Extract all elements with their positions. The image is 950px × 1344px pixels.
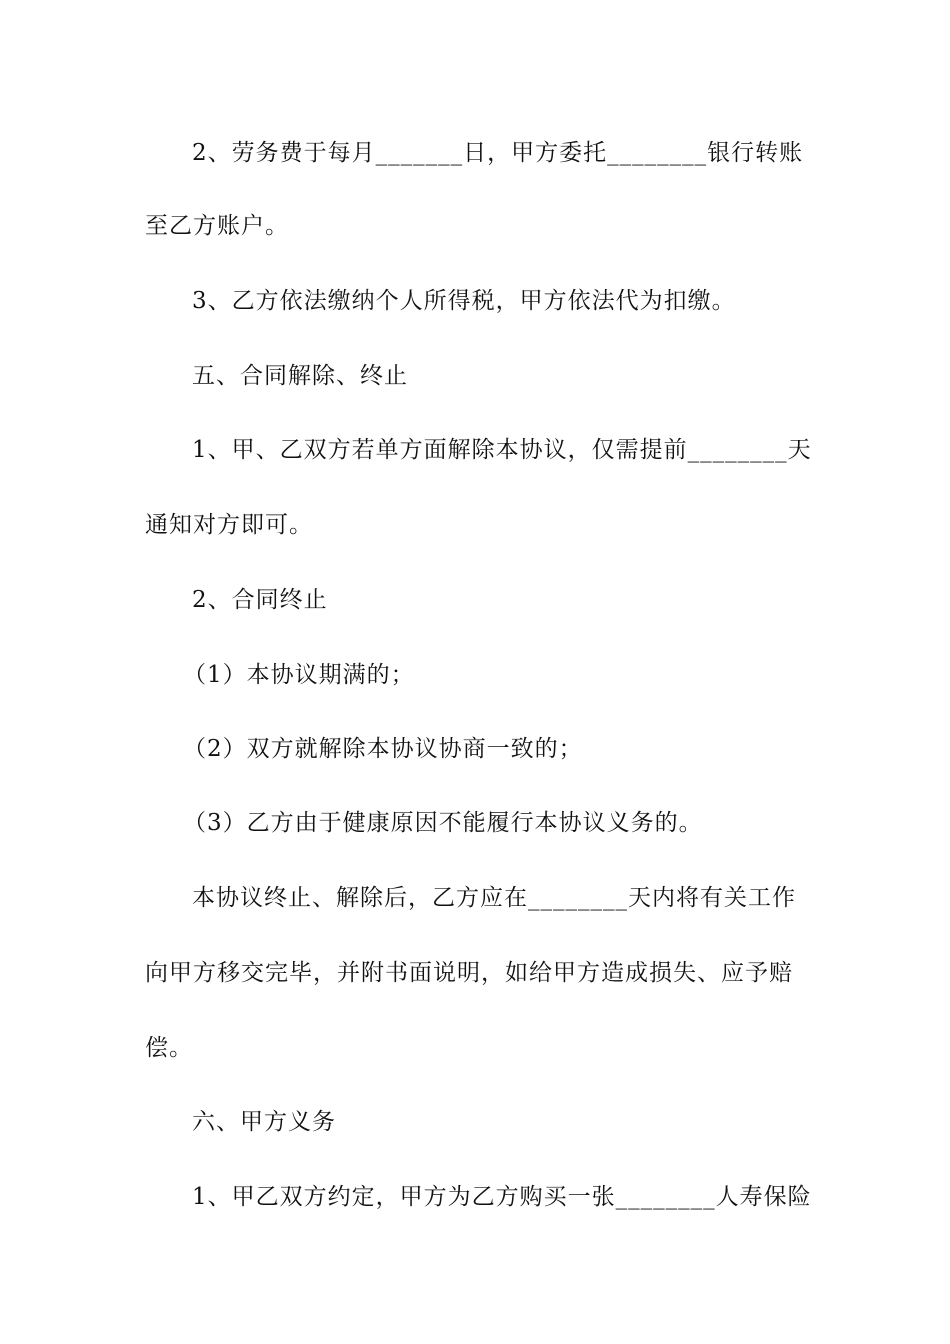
clause-4-2-line-1: 2、劳务费于每月_______日，甲方委托________银行转账 xyxy=(192,140,804,166)
clause-5-2-item-3: （3）乙方由于健康原因不能履行本协议义务的。 xyxy=(183,810,703,836)
clause-5-2-item-2: （2）双方就解除本协议协商一致的； xyxy=(183,736,583,762)
termination-paragraph-line-2: 向甲方移交完毕，并附书面说明，如给甲方造成损失、应予赔 xyxy=(145,960,793,986)
termination-paragraph-line-3: 偿。 xyxy=(145,1035,193,1061)
section-6-heading: 六、甲方义务 xyxy=(192,1109,336,1135)
clause-4-3: 3、乙方依法缴纳个人所得税，甲方依法代为扣缴。 xyxy=(192,288,736,314)
clause-5-1-line-2: 通知对方即可。 xyxy=(145,512,313,538)
clause-4-2-line-2: 至乙方账户。 xyxy=(145,213,289,239)
termination-paragraph-line-1: 本协议终止、解除后，乙方应在________天内将有关工作 xyxy=(192,885,796,911)
section-5-heading: 五、合同解除、终止 xyxy=(192,363,408,389)
clause-6-1-line-1: 1、甲乙双方约定，甲方为乙方购买一张________人寿保险 xyxy=(192,1184,812,1210)
clause-5-2-item-1: （1）本协议期满的； xyxy=(183,662,415,688)
clause-5-1-line-1: 1、甲、乙双方若单方面解除本协议，仅需提前________天 xyxy=(192,437,812,463)
clause-5-2-heading: 2、合同终止 xyxy=(192,587,328,613)
